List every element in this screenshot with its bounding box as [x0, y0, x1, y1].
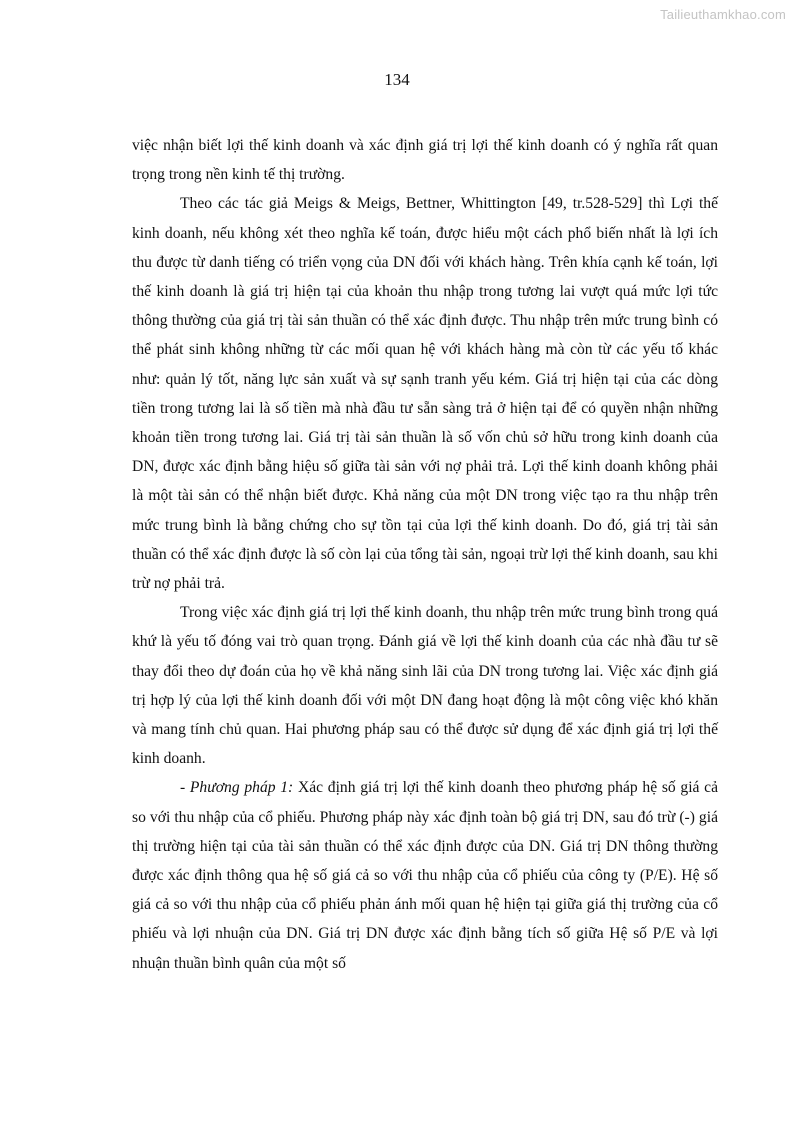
watermark-text: Tailieuthamkhao.com — [660, 7, 786, 22]
paragraph-continuation: việc nhận biết lợi thế kinh doanh và xác định giá trị lợi thế kinh doanh có ý nghĩa rất quan trọng trong nền kinh tế thị trường. — [132, 137, 718, 184]
paragraph-method-1 — [132, 773, 718, 977]
document-body — [132, 131, 718, 978]
paragraph-goodwill-valuation: Trong việc xác định giá trị lợi thế kinh doanh, thu nhập trên mức trung bình trong quá khứ là yếu tố đóng vai trò quan trọng. Đánh giá về lợi thế kinh doanh của các nhà đầu tư sẽ thay đổi theo dự đoán của họ về khả năng sinh lãi của DN trong tương lai. Việc xác định giá trị hợp lý của lợi thế kinh doanh đối với một DN đang hoạt động là một công việc khó khăn và mang tính chủ quan. Hai phương pháp sau có thể được sử dụng để xác định giá trị lợi thế kinh doanh. — [132, 604, 718, 768]
paragraph-goodwill-definition: Theo các tác giả Meigs & Meigs, Bettner, Whittington [49, tr.528-529] thì Lợi thế kinh doanh, nếu không xét theo nghĩa kế toán, được hiểu một cách phổ biến nhất là lợi ích thu được từ danh tiếng có triển vọng của DN đối với khách hàng. Trên khía cạnh kế toán, lợi thế kinh doanh là giá trị hiện tại của khoản thu nhập trong tương lai vượt quá mức lợi tức thông thường của giá trị tài sản thuần có thể xác định được. Thu nhập trên mức trung bình có thể phát sinh không những từ các mối quan hệ với khách hàng mà còn từ các yếu tố khác như: quản lý tốt, năng lực sản xuất và sự sạnh tranh yếu kém. Giá trị hiện tại của các dòng tiền trong tương lai là số tiền mà nhà đầu tư sẵn sàng trả ở hiện tại để có quyền nhận những khoản tiền trong tương lai. Giá trị tài sản thuần là số vốn chủ sở hữu trong kinh doanh của DN, được xác định bằng hiệu số giữa tài sản với nợ phải trả. Lợi thế kinh doanh không phải là một tài sản có thể nhận biết được. Khả năng của một DN trong việc tạo ra thu nhập trên mức trung bình là bằng chứng cho sự tồn tại của lợi thế kinh doanh. Do đó, giá trị tài sản thuần có thể xác định được là số còn lại của tổng tài sản, ngoại trừ lợi thế kinh doanh, sau khi trừ nợ phải trả. — [132, 195, 718, 593]
page-number: 134 — [384, 70, 410, 89]
method-text: Xác định giá trị lợi thế kinh doanh theo phương pháp hệ số giá cả so với thu nhập của cổ phiếu. Phương pháp này xác định toàn bộ giá trị DN, sau đó trừ (-) giá thị trường hiện tại của tài sản thuần có thể xác định được của DN. Giá trị DN thông thường được xác định thông qua hệ số giá cả so với thu nhập của cổ phiếu của công ty (P/E). Hệ số giá cả so với thu nhập của cổ phiếu phản ánh mối quan hệ hiện tại giữa giá thị trường của cổ phiếu và lợi nhuận của DN. Giá trị DN được xác định bằng tích số giữa Hệ số P/E và lợi nhuận thuần bình quân của một số — [132, 779, 719, 972]
method-prefix: - — [180, 779, 190, 797]
method-label: Phương pháp 1: — [189, 779, 294, 797]
